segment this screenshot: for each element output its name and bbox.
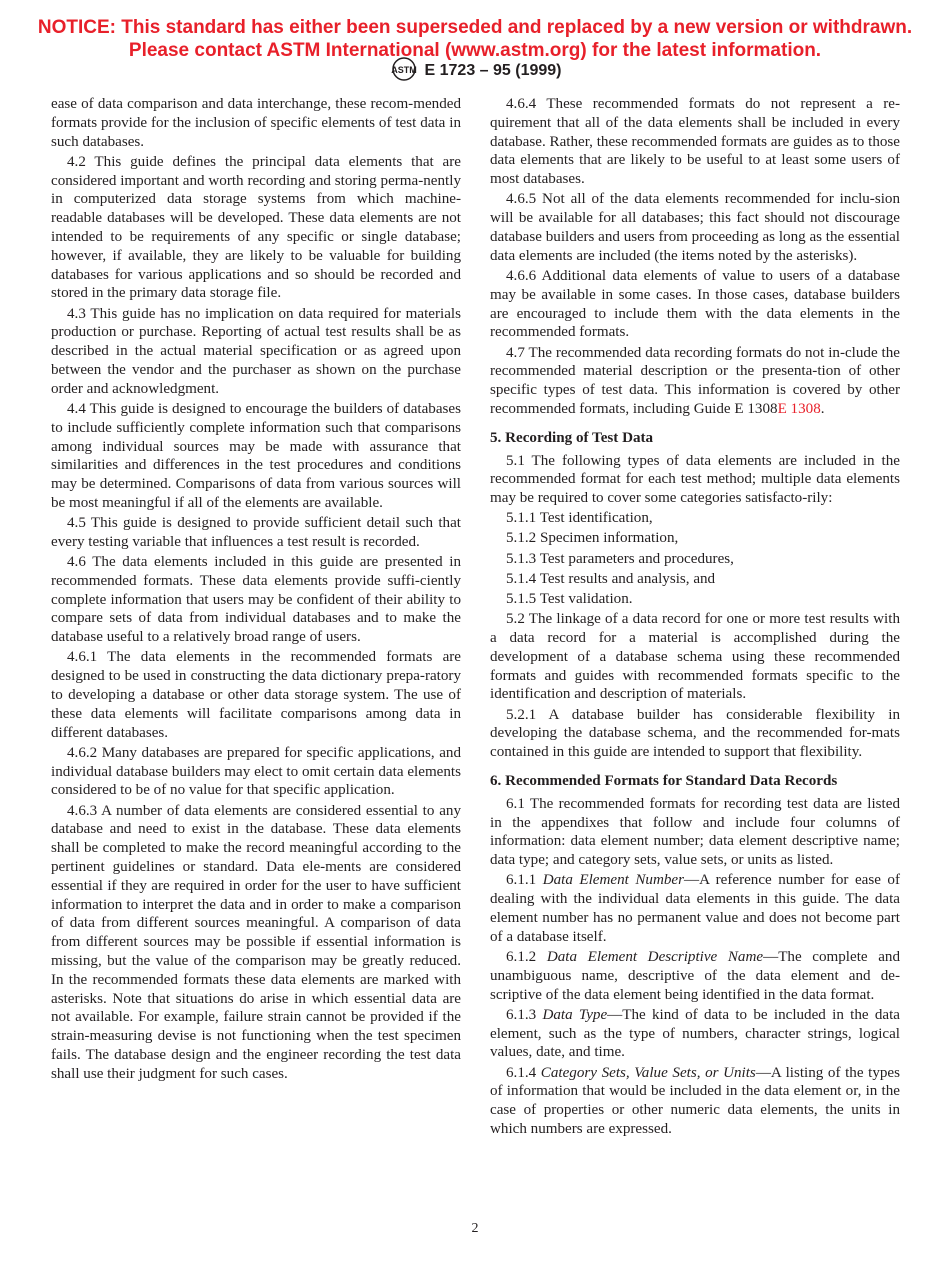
paragraph-4-6-4: 4.6.4 These recommended formats do not represent a re-quirement that all of the data elements shall be included in every database. Rather, these recommended formats are guides as to those data elements that are likely to be useful to at least some users of most databases. [490, 96, 900, 188]
section-6-heading: 6. Recommended Formats for Standard Data Records [490, 773, 838, 789]
clause-number: 6.1.2 [506, 948, 547, 965]
list-item: 5.1.3 Test parameters and procedures, [506, 550, 734, 567]
paragraph-4-6: 4.6 The data elements included in this guide are presented in recommended formats. These data elements provide suffi-ciently complete information that users may be confident of their ability to compare sets of data from individual databases and to make the database useful to a relatively broad range of users. [51, 554, 461, 646]
standard-designation: E 1723 – 95 (1999) [424, 62, 562, 80]
list-item: 5.1.4 Test results and analysis, and [506, 570, 716, 587]
clause-number: 6.1.1 [506, 872, 543, 889]
document-header [0, 58, 950, 84]
astm-logo-icon [389, 56, 419, 82]
paragraph-4-1-continued: ease of data comparison and data interchange, these recom-mended formats provide for the inclusion of specific elements of test data in such databases. [51, 96, 461, 150]
left-column [51, 95, 461, 1084]
defined-term: Data Element Number [542, 872, 684, 889]
paragraph-4-6-2: 4.6.2 Many databases are prepared for specific applications, and individual database builders may elect to omit certain data elements considered to be of no value for that specific application. [51, 744, 461, 799]
paragraph-5-1: 5.1 The following types of data elements are included in the recommended format for each test method; multiple data elements may be required to cover some categories satisfacto-rily: [490, 452, 900, 507]
paragraph-4-7 [490, 344, 900, 419]
list-item: 5.1.2 Specimen information, [506, 530, 679, 547]
notice-line-1: NOTICE: This standard has either been superseded and replaced by a new version or withdrawn. [37, 17, 913, 38]
paragraph-4-3: 4.3 This guide has no implication on data required for materials production or purchase. Reporting of actual test results shall be as described in the actual material specification or as agreed upon between the vendor and the purchaser as shown on the purchase order and acknowledgment. [51, 305, 461, 397]
paragraph-5-2: 5.2 The linkage of a data record for one or more test results with a data record for a material is accomplished during the development of a database schema using these recommended formats and guides with recommended formats specific to the identification and description of materials. [490, 611, 900, 703]
defined-term: Data Type [542, 1006, 608, 1023]
withdrawal-notice [0, 16, 950, 62]
paragraph-4-6-6: 4.6.6 Additional data elements of value to users of a database may be available in some cases. In those cases, database builders are encouraged to include them with the data elements in the recommended formats. [490, 267, 900, 341]
clause-number: 6.1.4 [506, 1064, 541, 1081]
defined-term: Category Sets, Value Sets, or Units [540, 1064, 756, 1081]
paragraph-4-5: 4.5 This guide is designed to provide sufficient detail such that every testing variable that influences a test result is recorded. [51, 515, 461, 550]
paragraph-5-2-1: 5.2.1 A database builder has considerable flexibility in developing the database schema, and the recommended for-mats contained in this guide are intended to support that flexibility. [490, 706, 900, 761]
paragraph-6-1-2 [490, 948, 900, 1004]
definition-text: —A reference number for ease of dealing with the individual data elements in this guide. The data element number has no permanent value and does not become part of a database itself. [490, 872, 900, 945]
page-number: 2 [471, 1221, 479, 1236]
paragraph-6-1-4 [490, 1064, 900, 1139]
paragraph-4-2: 4.2 This guide defines the principal data elements that are considered important and worth recording and storing perma-nently in computerized data storage systems from which machine-readable databases will be developed. These data elements are not intended to be requirements of any specific or single database; however, if available, they are likely to be valuable for building databases for various applications and so should be recorded and stored in the primary data storage file. [51, 153, 461, 302]
paragraph-6-1: 6.1 The recommended formats for recording test data are listed in the appendixes that follow and include four columns of information: data element number; data element descriptive name; data type; and category sets, value sets, or units as listed. [490, 795, 900, 869]
definition-text: —The complete and unambiguous name, descriptive of the data element and de-scriptive of the data element being identified in the data format. [490, 948, 900, 1003]
definition-text: —A listing of the types of information that would be included in the data element or, in the case of properties or other numeric data elements, the units in which numbers are expressed. [490, 1064, 900, 1137]
list-item: 5.1.1 Test identification, [506, 510, 653, 527]
clause-number: 6.1.3 [506, 1006, 543, 1023]
section-5-heading: 5. Recording of Test Data [490, 429, 654, 446]
paragraph-4-6-1: 4.6.1 The data elements in the recommended formats are designed to be used in constructing the data dictionary prepa-ratory to developing a database or other data storage system. The use of these data elements will facilitate comparisons among data in different databases. [51, 649, 461, 741]
right-column [490, 95, 900, 1139]
svg-text:ASTM: ASTM [390, 65, 417, 75]
defined-term: Data Element Descriptive Name [546, 948, 764, 965]
paragraph-6-1-1 [490, 871, 900, 946]
paragraph-4-4: 4.4 This guide is designed to encourage the builders of databases to include sufficiently complete information such that comparisons among individual sources may be made with assurance that similarities and differences in the test procedures and conditions may be determined. Comparisons of data from various sources will be most meaningful if all of the elements are available. [51, 400, 461, 511]
paragraph-4-7-text: 4.7 The recommended data recording formats do not in-clude the recommended material description or the presenta-tion of other specific types of test data. This information is covered by other recommended formats, including Guide E 1308 [490, 344, 900, 417]
list-item: 5.1.5 Test validation. [506, 591, 633, 608]
paragraph-4-6-5: 4.6.5 Not all of the data elements recommended for inclu-sion will be available for all databases; this fact should not discourage database builders and users from proceeding as long as the essential data elements are included (the items noted by the asterisks). [490, 191, 900, 264]
notice-line-2: Please contact ASTM International (www.astm.org) for the latest information. [128, 40, 822, 61]
guide-e1308-link[interactable]: E 1308 [777, 400, 821, 417]
paragraph-6-1-3 [490, 1006, 900, 1062]
paragraph-4-6-3: 4.6.3 A number of data elements are considered essential to any database and need to exist in the database. These data elements shall be completed to make the record meaningful according to the pertinent guidelines or standard. Data ele-ments are considered essential if they are required in order for the user to have sufficient information to interpret the data and in order to make a comparison of data from different sources meaningful. A comparison of data from different sources may be possible if essential information is missing, but the value of the comparison may be greatly reduced. In the recommended formats these data elements are marked with asterisks. Note that situations do arise in which essential data are not available. For example, failure strain cannot be provided if the strain-measuring devise is not functioning when the test specimen fails. The database design and the engineer recording the test data shall use their judgment for such cases. [51, 802, 461, 1082]
definition-text: —The kind of data to be included in the data element, such as the type of numbers, character strings, logical values, date, and time. [490, 1006, 900, 1061]
paragraph-4-7-end: . [820, 400, 825, 417]
